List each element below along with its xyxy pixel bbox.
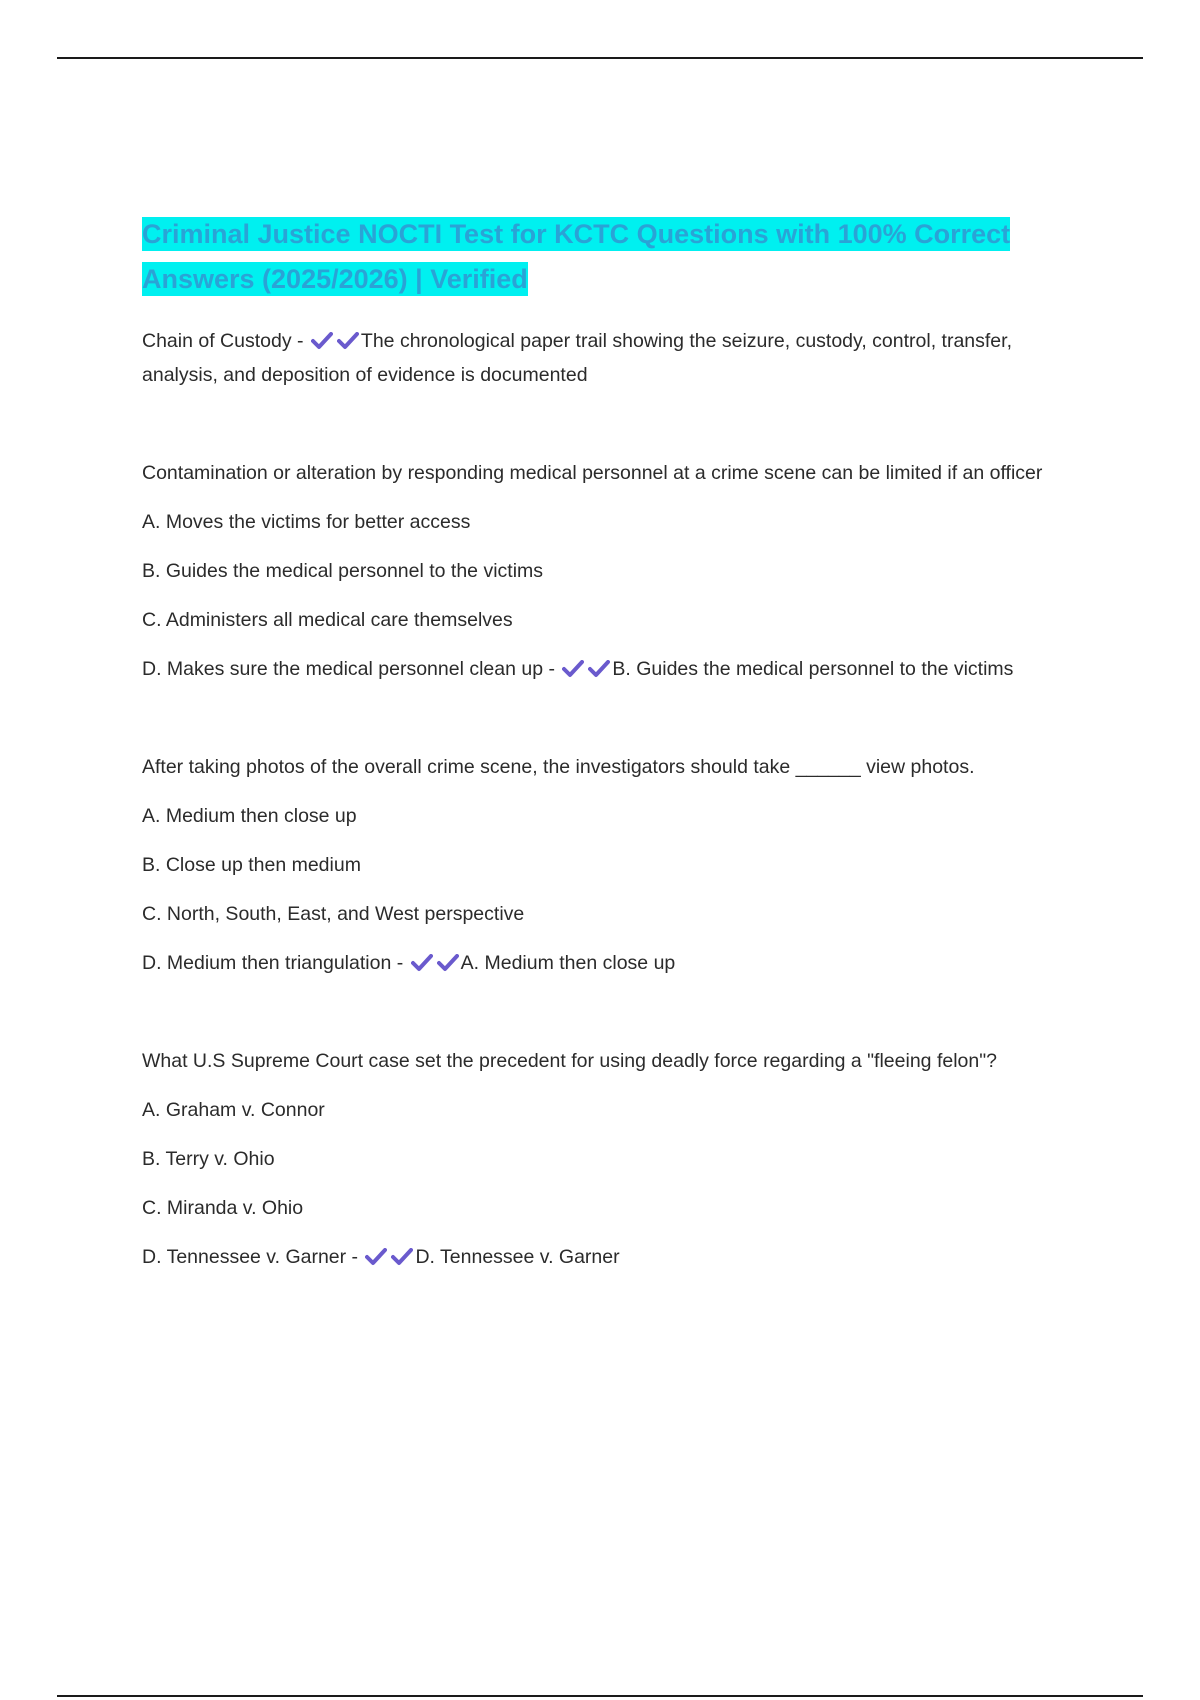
option-b: B. Guides the medical personnel to the victims (142, 560, 544, 582)
option-b: B. Close up then medium (142, 854, 361, 876)
check-icon (562, 660, 584, 678)
correct-answer: D. Tennessee v. Garner (415, 1246, 620, 1268)
option-c: C. Administers all medical care themselves (142, 609, 513, 631)
top-rule (57, 57, 1143, 59)
option-d-with-answer (142, 652, 1062, 686)
entry-text (142, 324, 1062, 392)
option-a: A. Graham v. Connor (142, 1099, 325, 1121)
question-3 (142, 1044, 1062, 1274)
answer-checkmarks (409, 952, 461, 974)
correct-answer: B. Guides the medical personnel to the victims (612, 658, 1014, 680)
option-d: D. Tennessee v. Garner - (142, 1246, 359, 1268)
check-icon (337, 332, 359, 350)
answer-checkmarks (309, 330, 361, 352)
correct-answer: A. Medium then close up (460, 952, 676, 974)
document-title (142, 212, 1062, 302)
option-d: D. Makes sure the medical personnel clean up - (142, 658, 555, 680)
entry-answer: The chronological paper trail showing the seizure, custody, control, transfer, analysis, and deposition of evidence is documented (142, 330, 1012, 386)
document-title-text: Criminal Justice NOCTI Test for KCTC Questions with 100% Correct Answers (2025/2026) | Verified (142, 219, 1011, 294)
option-a: A. Moves the victims for better access (142, 511, 471, 533)
answer-checkmarks (363, 1246, 415, 1268)
question-text: What U.S Supreme Court case set the precedent for using deadly force regarding a "fleeing felon"? (142, 1050, 997, 1072)
check-icon (391, 1248, 413, 1266)
option-d: D. Medium then triangulation - (142, 952, 404, 974)
check-icon (365, 1248, 387, 1266)
check-icon (588, 660, 610, 678)
question-2 (142, 750, 1062, 980)
option-d-with-answer (142, 1240, 1062, 1274)
check-icon (311, 332, 333, 350)
check-icon (437, 954, 459, 972)
question-text: After taking photos of the overall crime scene, the investigators should take ______ view photos. (142, 756, 975, 778)
option-a: A. Medium then close up (142, 805, 357, 827)
option-c: C. Miranda v. Ohio (142, 1197, 304, 1219)
question-1 (142, 456, 1062, 686)
document-body (142, 212, 1062, 1338)
question-text: Contamination or alteration by responding medical personnel at a crime scene can be limited if an officer (142, 462, 1043, 484)
option-c: C. North, South, East, and West perspective (142, 903, 525, 925)
entry-chain-of-custody (142, 324, 1062, 392)
option-d-with-answer (142, 946, 1062, 980)
entry-term: Chain of Custody - (142, 330, 304, 352)
option-b: B. Terry v. Ohio (142, 1148, 275, 1170)
check-icon (411, 954, 433, 972)
bottom-rule (57, 1695, 1143, 1697)
answer-checkmarks (560, 658, 612, 680)
